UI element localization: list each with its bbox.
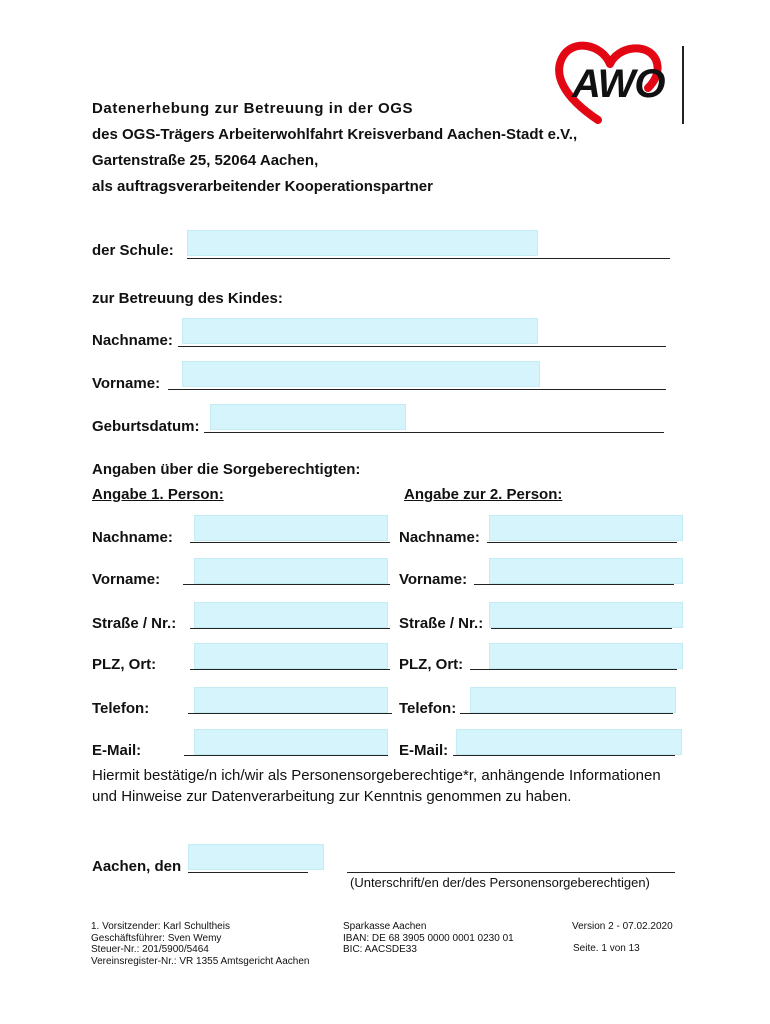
person1-email-field[interactable] (194, 729, 388, 755)
person2-street-underline (491, 628, 672, 629)
child-firstname-underline (168, 389, 666, 390)
person1-street-underline (190, 628, 390, 629)
document-title: Datenerhebung zur Betreuung in der OGS (92, 100, 414, 117)
person2-email-label: E-Mail: (399, 742, 449, 759)
header-line-2: des OGS-Trägers Arbeiterwohlfahrt Kreisverband Aachen-Stadt e.V., (92, 126, 578, 143)
person1-phone-underline (188, 713, 392, 714)
person1-lastname-underline (190, 542, 390, 543)
person2-phone-underline (460, 713, 673, 714)
person1-street-label: Straße / Nr.: (92, 615, 177, 632)
school-underline (187, 258, 670, 259)
person2-street-label: Straße / Nr.: (399, 615, 484, 632)
footer-bank-name: Sparkasse Aachen (343, 921, 427, 932)
person1-firstname-field[interactable] (194, 558, 388, 584)
awo-logo (552, 40, 674, 124)
person1-phone-field[interactable] (194, 687, 388, 713)
child-lastname-label: Nachname: (92, 332, 173, 349)
child-lastname-underline (178, 346, 666, 347)
signature-line[interactable] (347, 872, 675, 873)
person2-firstname-underline (474, 584, 674, 585)
place-label: Aachen, den (92, 858, 182, 875)
person1-lastname-label: Nachname: (92, 529, 173, 546)
child-birthdate-underline (204, 432, 664, 433)
person1-email-label: E-Mail: (92, 742, 142, 759)
person2-email-underline (453, 755, 675, 756)
footer-iban: IBAN: DE 68 3905 0000 0001 0230 01 (343, 932, 514, 944)
person2-city-label: PLZ, Ort: (399, 656, 464, 673)
footer-page-number: Seite. 1 von 13 (573, 943, 640, 954)
person2-city-field[interactable] (489, 643, 683, 669)
person1-firstname-underline (183, 584, 390, 585)
footer-version: Version 2 - 07.02.2020 (572, 921, 673, 932)
person1-lastname-field[interactable] (194, 515, 388, 541)
date-underline (188, 872, 308, 873)
person1-city-field[interactable] (194, 643, 388, 669)
confirmation-text-line-1: Hiermit bestätige/n ich/wir als Personensorgeberechtige*r, anhängende Informationen (92, 767, 661, 784)
person1-phone-label: Telefon: (92, 700, 150, 717)
person1-email-underline (184, 755, 388, 756)
person1-firstname-label: Vorname: (92, 571, 161, 588)
child-heading: zur Betreuung des Kindes: (92, 290, 283, 307)
person2-email-field[interactable] (456, 729, 682, 755)
signature-caption: (Unterschrift/en der/des Personensorgeberechtigen) (350, 875, 650, 890)
guardians-heading: Angaben über die Sorgeberechtigten: (92, 461, 361, 478)
footer-chairman: 1. Vorsitzender: Karl Schultheis (91, 921, 230, 932)
person1-city-label: PLZ, Ort: (92, 656, 157, 673)
person2-street-field[interactable] (489, 602, 683, 628)
child-birthdate-field[interactable] (210, 404, 406, 430)
person2-firstname-label: Vorname: (399, 571, 468, 588)
person2-lastname-field[interactable] (489, 515, 683, 541)
person2-city-underline (470, 669, 677, 670)
child-firstname-field[interactable] (182, 361, 540, 387)
person1-city-underline (190, 669, 390, 670)
footer-bank-info (343, 921, 514, 956)
footer-tax-number: Steuer-Nr.: 201/5900/5464 (91, 944, 209, 955)
header-line-4: als auftragsverarbeitender Kooperationspartner (92, 178, 433, 195)
school-label: der Schule: (92, 242, 174, 259)
person1-street-field[interactable] (194, 602, 388, 628)
person2-firstname-field[interactable] (489, 558, 683, 584)
child-firstname-label: Vorname: (92, 375, 161, 392)
child-lastname-field[interactable] (182, 318, 538, 344)
person2-phone-label: Telefon: (399, 700, 457, 717)
school-field[interactable] (187, 230, 538, 256)
confirmation-text-line-2: und Hinweise zur Datenverarbeitung zur Kenntnis genommen zu haben. (92, 788, 572, 805)
person1-heading: Angabe 1. Person: (92, 486, 224, 503)
person2-lastname-label: Nachname: (399, 529, 480, 546)
awo-logo-text: AWO (572, 62, 665, 106)
footer-managing-director: Geschäftsführer: Sven Wemy (91, 932, 222, 944)
child-birthdate-label: Geburtsdatum: (92, 418, 200, 435)
footer-register-number: Vereinsregister-Nr.: VR 1355 Amtsgericht Aachen (91, 955, 310, 967)
person2-lastname-underline (487, 542, 677, 543)
person2-phone-field[interactable] (470, 687, 676, 713)
footer-bic: BIC: AACSDE33 (343, 944, 417, 955)
header-line-3: Gartenstraße 25, 52064 Aachen, (92, 152, 319, 169)
header-divider (682, 46, 684, 124)
date-field[interactable] (188, 844, 324, 870)
person2-heading: Angabe zur 2. Person: (404, 486, 563, 503)
footer-association-info (91, 921, 309, 967)
